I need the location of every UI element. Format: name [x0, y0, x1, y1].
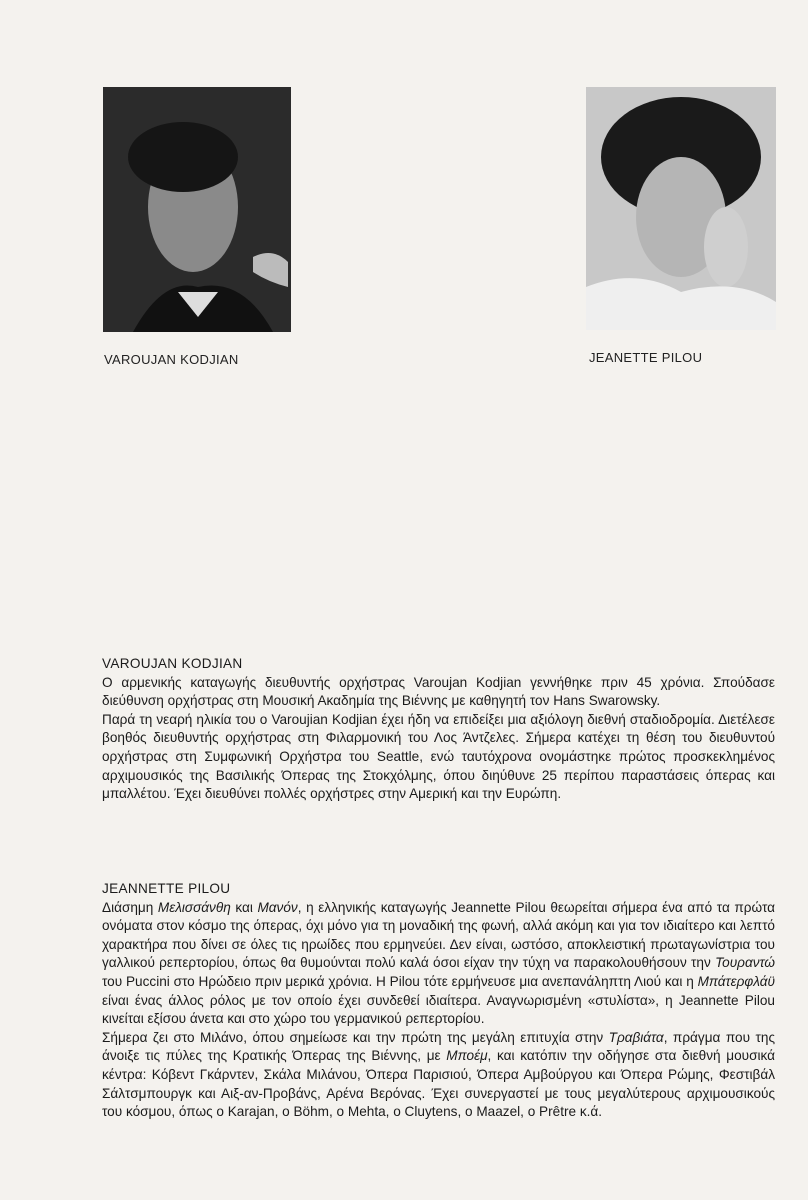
photo-varoujan-kodjian [103, 87, 291, 332]
text-run: του Puccini στο Ηρώδειο πριν μερικά χρόνια. Η Pilou τότε ερμήνευσε μια ανεπανάληπτη Λιού και η [102, 973, 698, 989]
italic-title-butterfly: Μπάτερφλάϋ [697, 973, 775, 989]
text-run: , και κατόπιν την οδήγησε στα διεθνή μουσικά κέντρα: Κόβεντ Γκάρντεν, Σκάλα Μιλάνου, Όπερα Παρισιού, Όπερα Αμβούργου και Όπερα Ρώμης, Φεστιβάλ Σάλτσμπουργκ και Αιξ-αν-Προβάνς, Αρένα Βερόνας. Έχει συνεργαστεί με τους μεγαλύτερους αρχιμουσικούς του κόσμου, όπως ο Karajan, ο Böhm, ο Mehta, ο Cluytens, ο Maazel, ο Prêtre κ.ά. [102, 1048, 775, 1120]
bio-pilou-paragraph-2 [102, 1029, 775, 1122]
italic-title-melisande: Μελισσάνθη [157, 899, 231, 915]
italic-title-manon: Μανόν [257, 899, 298, 915]
bio-pilou [102, 880, 775, 1122]
caption-pilou: JEANETTE PILOU [589, 350, 703, 365]
caption-kodjian: VAROUJAN KODJIAN [104, 352, 239, 367]
text-run: και [230, 899, 258, 915]
text-run: Διάσημη [102, 899, 158, 915]
portrait-kodjian-image [103, 87, 291, 332]
bio-kodjian-heading: VAROUJAN KODJIAN [102, 656, 243, 671]
bio-kodjian-paragraph-1: Ο αρμενικής καταγωγής διευθυντής ορχήστρας Varoujan Kodjian γεννήθηκε πριν 45 χρόνια. Σπούδασε διεύθυνση ορχήστρας στη Μουσική Ακαδημία της Βιέννης με καθηγητή τον Hans Swarowsky. [102, 674, 775, 709]
bio-pilou-heading: JEANNETTE PILOU [102, 881, 231, 896]
bio-pilou-paragraph-1 [102, 899, 775, 1029]
bio-kodjian-paragraph-2: Παρά τη νεαρή ηλικία του ο Varoujian Kodjian έχει ήδη να επιδείξει μια αξιόλογη διεθνή σταδιοδρομία. Διετέλεσε βοηθός διευθυντής ορχήστρας στη Φιλαρμονική του Λος Άντζελες. Σήμερα κατέχει τη θέση του διευθυντού ορχήστρας στη Συμφωνική Ορχήστρα του Seattle, ενώ ταυτόχρονα ονομάστηκε πρώτος προσκεκλημένος αρχιμουσικός της Βασιλικής Όπερας της Στοκχόλμης, όπου διηύθυνε 25 περίπου παραστάσεις όπερας και μπαλλέτου. Έχει διευθύνει πολλές ορχήστρες στην Αμερική και την Ευρώπη. [102, 711, 775, 802]
bio-kodjian [102, 655, 775, 804]
italic-title-turandot: Τουραντώ [715, 955, 775, 971]
photo-jeanette-pilou [586, 87, 776, 330]
italic-title-traviata: Τραβιάτα [608, 1029, 664, 1045]
text-run: , η ελληνικής καταγωγής Jeannette Pilou θεωρείται σήμερα ένα από τα πρώτα ονόματα στον κόσμο της όπερας, όχι μόνο για τη μοναδική της φωνή, αλλά ακόμη και για τον ιδιαίτερο και λεπτό χαρακτήρα που δίνει σε όλες τις ηρωίδες που ερμηνεύει. Δεν είναι, ωστόσο, αποκλειστική πρωταγωνίστρια του γαλλικού ρεπερτορίου, όπως θα θυμούνται πολύ καλά όσοι είχαν την τύχη να παρακολουθήσουν την [102, 899, 775, 971]
text-run: είναι ένας άλλος ρόλος με τον οποίο έχει συνδεθεί ιδιαίτερα. Αναγνωρισμένη «στυλίστα», η Jeannette Pilou κινείται εξίσου άνετα και στο χώρο του γερμανικού ρεπερτορίου. [102, 992, 775, 1027]
portrait-pilou-image [586, 87, 776, 330]
text-run: , πράγμα που της άνοιξε τις πύλες της Κρατικής Όπερας της Βιέννης, με [102, 1029, 775, 1064]
italic-title-boheme: Μποέμ [446, 1048, 488, 1064]
text-run: Σήμερα ζει στο Μιλάνο, όπου σημείωσε και την πρώτη της μεγάλη επιτυχία στην [102, 1029, 609, 1045]
